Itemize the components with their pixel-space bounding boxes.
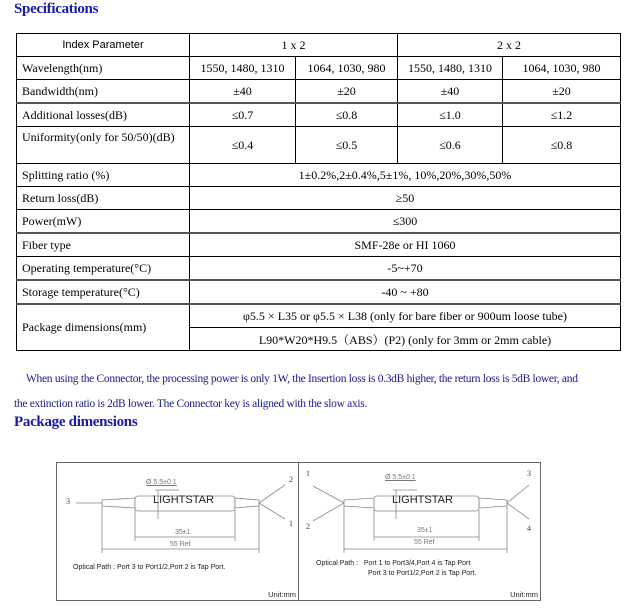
brand-logo-text: LIGHTSTAR [153,494,214,506]
connector-note-line-2: the extinction ratio is 2dB lower. The Connector key is aligned with the slow axis. [14,398,368,410]
brand-logo-text: LIGHTSTAR [392,494,453,506]
total-length-label: 55 Ref [170,541,191,548]
port-3-label: 3 [66,497,70,506]
table-row [17,280,621,304]
index-parameter-header: Index Parameter [17,34,190,57]
cell: L90*W20*H9.5（ABS）(P2) (only for 3mm or 2mm cable) [190,328,621,351]
specifications-heading: Specifications [14,1,99,17]
cell: 1064, 1030, 980 [296,57,398,80]
cell: -5~+70 [190,257,621,281]
cell: 1±0.2%,2±0.4%,5±1%, 10%,20%,30%,50% [190,164,621,187]
row-label: Wavelength(nm) [17,57,190,80]
row-label: Storage temperature(°C) [17,280,190,304]
optical-path-text-line-1: Optical Path : Port 1 to Port3/4,Port 4 is Tap Port [316,560,471,567]
row-label: Power(mW) [17,210,190,234]
group-header-1x2: 1 x 2 [190,34,398,57]
connector-note-line-1: When using the Connector, the processing power is only 1W, the Insertion loss is 0.3dB higher, the return loss is 5dB lower, and [26,373,578,385]
cell: -40 ~ +80 [190,280,621,304]
unit-label: Unit:mm [510,590,538,599]
cell: ±20 [296,80,398,104]
row-label: Additional losses(dB) [17,103,190,127]
port-2-label: 2 [289,475,293,484]
cell: ≤0.7 [190,103,296,127]
cell: ≤300 [190,210,621,234]
port-4-label: 4 [527,524,531,533]
row-label: Package dimensions(mm) [17,304,190,351]
cell: φ5.5 × L35 or φ5.5 × L38 (only for bare fiber or 900um loose tube) [190,304,621,328]
diagram-1x2 [56,462,299,601]
table-row [17,304,621,328]
cell: ≤1.0 [398,103,503,127]
cell: ≤0.8 [503,127,621,164]
row-label: Uniformity(only for 50/50)(dB) [17,127,190,164]
table-row [17,257,621,281]
cell: ±40 [398,80,503,104]
table-header-row [17,34,621,57]
table-row [17,187,621,210]
optical-path-text-line-2: Port 3 to Port1/2,Port 2 is Tap Port. [368,570,477,577]
cell: 1064, 1030, 980 [503,57,621,80]
row-label: Fiber type [17,233,190,257]
group-header-2x2: 2 x 2 [398,34,621,57]
port-2-label: 2 [306,522,310,531]
specifications-table [16,33,621,351]
package-dimensions-heading: Package dimensions [14,414,138,430]
row-label: Splitting ratio (%) [17,164,190,187]
cell: ≤0.5 [296,127,398,164]
diagram-2x2 [298,462,541,601]
cell: ±20 [503,80,621,104]
body-length-label: 35±1 [417,527,433,534]
table-row [17,127,621,164]
port-1-label: 1 [306,469,310,478]
cell: ≥50 [190,187,621,210]
row-label: Return loss(dB) [17,187,190,210]
diameter-label: Ø 5.5±0.1 [385,474,416,481]
cell: ≤0.6 [398,127,503,164]
table-row [17,233,621,257]
cell: ≤0.8 [296,103,398,127]
table-row [17,103,621,127]
table-row [17,80,621,104]
unit-label: Unit:mm [268,590,296,599]
row-label: Bandwidth(nm) [17,80,190,104]
total-length-label: 55 Ref [414,539,435,546]
optical-path-text: Optical Path : Port 3 to Port1/2,Port 2 is Tap Port. [73,564,226,571]
port-1-label: 1 [289,519,293,528]
cell: 1550, 1480, 1310 [190,57,296,80]
table-row [17,210,621,234]
row-label: Operating temperature(°C) [17,257,190,281]
cell: ≤1.2 [503,103,621,127]
cell: SMF-28e or HI 1060 [190,233,621,257]
diameter-label: Ø 5.5±0.1 [146,479,177,486]
table-row [17,57,621,80]
cell: 1550, 1480, 1310 [398,57,503,80]
port-3-label: 3 [527,469,531,478]
cell: ≤0.4 [190,127,296,164]
cell: ±40 [190,80,296,104]
table-row [17,164,621,187]
body-length-label: 35±1 [175,529,191,536]
